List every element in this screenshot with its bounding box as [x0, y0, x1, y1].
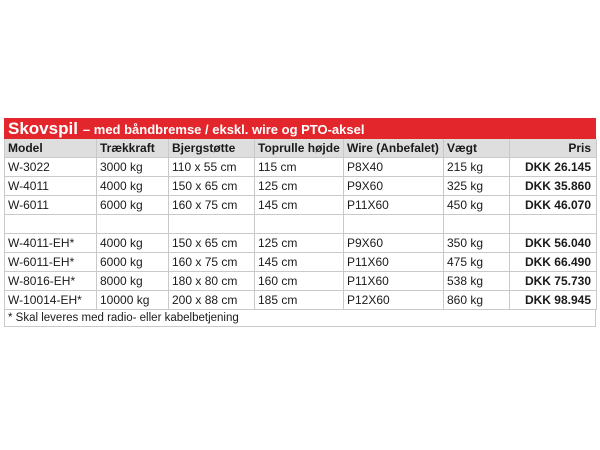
table-row — [5, 271, 597, 290]
col-pris-header: Pris — [510, 139, 597, 157]
price-table — [4, 139, 597, 310]
col-bjergstotte-cell: 200 x 88 cm — [169, 290, 255, 309]
col-bjergstotte-cell — [169, 214, 255, 233]
col-traekkraft-cell: 3000 kg — [97, 157, 169, 176]
col-wire-cell: P11X60 — [344, 252, 444, 271]
col-bjergstotte-cell: 180 x 80 cm — [169, 271, 255, 290]
col-traekkraft-cell — [97, 214, 169, 233]
col-model-header: Model — [5, 139, 97, 157]
col-vaegt-cell: 450 kg — [444, 195, 510, 214]
col-toprulle-cell — [255, 214, 344, 233]
col-pris-cell: DKK 75.730 — [510, 271, 597, 290]
col-vaegt-header: Vægt — [444, 139, 510, 157]
table-header-row — [5, 139, 597, 157]
col-vaegt-cell: 475 kg — [444, 252, 510, 271]
col-bjergstotte-header: Bjergstøtte — [169, 139, 255, 157]
col-wire-cell: P11X60 — [344, 271, 444, 290]
col-traekkraft-cell: 6000 kg — [97, 195, 169, 214]
col-traekkraft-cell: 8000 kg — [97, 271, 169, 290]
col-model-cell — [5, 214, 97, 233]
col-toprulle-cell: 125 cm — [255, 233, 344, 252]
col-traekkraft-header: Trækkraft — [97, 139, 169, 157]
col-traekkraft-cell: 10000 kg — [97, 290, 169, 309]
table-row — [5, 233, 597, 252]
col-vaegt-cell: 350 kg — [444, 233, 510, 252]
col-model-cell: W-10014-EH* — [5, 290, 97, 309]
banner-title: Skovspil — [8, 119, 78, 138]
col-toprulle-cell: 125 cm — [255, 176, 344, 195]
col-toprulle-cell: 145 cm — [255, 195, 344, 214]
col-vaegt-cell: 325 kg — [444, 176, 510, 195]
col-toprulle-cell: 160 cm — [255, 271, 344, 290]
col-vaegt-cell — [444, 214, 510, 233]
col-bjergstotte-cell: 150 x 65 cm — [169, 233, 255, 252]
col-toprulle-header: Toprulle højde — [255, 139, 344, 157]
table-row — [5, 252, 597, 271]
col-pris-cell: DKK 56.040 — [510, 233, 597, 252]
col-bjergstotte-cell: 160 x 75 cm — [169, 195, 255, 214]
col-pris-cell: DKK 35.860 — [510, 176, 597, 195]
col-wire-cell — [344, 214, 444, 233]
col-pris-cell: DKK 66.490 — [510, 252, 597, 271]
col-wire-cell: P9X60 — [344, 176, 444, 195]
table-row — [5, 290, 597, 309]
col-vaegt-cell: 215 kg — [444, 157, 510, 176]
col-model-cell: W-8016-EH* — [5, 271, 97, 290]
col-pris-cell: DKK 46.070 — [510, 195, 597, 214]
col-model-cell: W-4011 — [5, 176, 97, 195]
col-traekkraft-cell: 4000 kg — [97, 176, 169, 195]
col-toprulle-cell: 115 cm — [255, 157, 344, 176]
col-pris-cell: DKK 98.945 — [510, 290, 597, 309]
col-bjergstotte-cell: 150 x 65 cm — [169, 176, 255, 195]
col-model-cell: W-6011-EH* — [5, 252, 97, 271]
col-pris-cell — [510, 214, 597, 233]
spacer-row — [5, 214, 597, 233]
col-toprulle-cell: 145 cm — [255, 252, 344, 271]
col-model-cell: W-6011 — [5, 195, 97, 214]
col-toprulle-cell: 185 cm — [255, 290, 344, 309]
price-table-panel — [4, 118, 596, 327]
col-vaegt-cell: 860 kg — [444, 290, 510, 309]
col-wire-cell: P11X60 — [344, 195, 444, 214]
footnote: * Skal leveres med radio- eller kabelbetjening — [4, 310, 596, 327]
col-wire-header: Wire (Anbefalet) — [344, 139, 444, 157]
col-vaegt-cell: 538 kg — [444, 271, 510, 290]
banner-subtitle: – med båndbremse / ekskl. wire og PTO-aksel — [82, 122, 365, 137]
table-row — [5, 176, 597, 195]
col-wire-cell: P9X60 — [344, 233, 444, 252]
col-wire-cell: P12X60 — [344, 290, 444, 309]
col-pris-cell: DKK 26.145 — [510, 157, 597, 176]
table-row — [5, 157, 597, 176]
col-bjergstotte-cell: 160 x 75 cm — [169, 252, 255, 271]
col-traekkraft-cell: 6000 kg — [97, 252, 169, 271]
col-traekkraft-cell: 4000 kg — [97, 233, 169, 252]
col-model-cell: W-3022 — [5, 157, 97, 176]
col-model-cell: W-4011-EH* — [5, 233, 97, 252]
table-row — [5, 195, 597, 214]
table-banner — [4, 118, 596, 139]
col-bjergstotte-cell: 110 x 55 cm — [169, 157, 255, 176]
col-wire-cell: P8X40 — [344, 157, 444, 176]
